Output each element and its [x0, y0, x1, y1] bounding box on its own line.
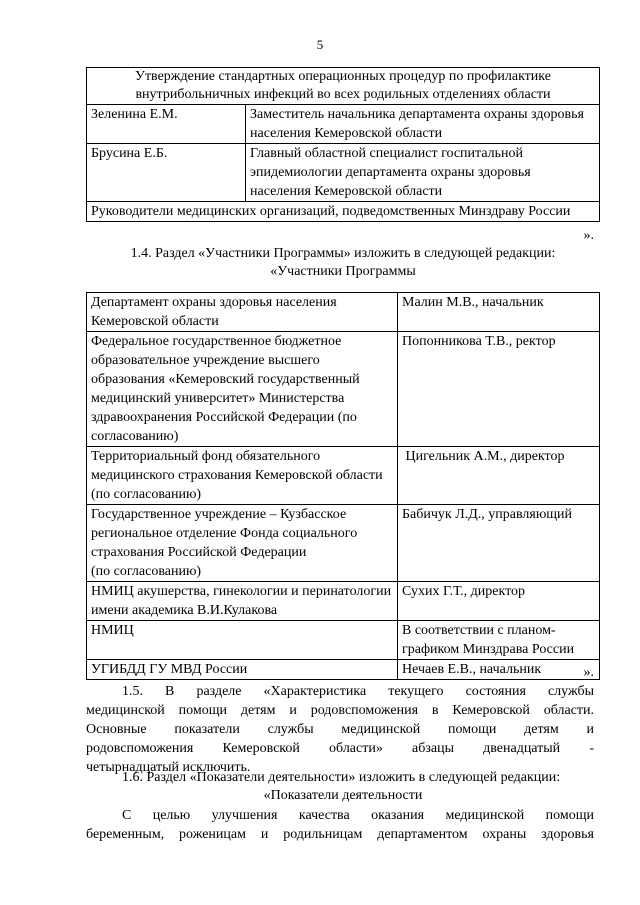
person-name: Зеленина Е.М. [87, 105, 246, 144]
responsible-persons-table [86, 67, 600, 222]
person-cell: Попонникова Т.В., ректор [398, 332, 600, 447]
person-role: Заместитель начальника департамента охраны здоровья населения Кемеровской области [246, 105, 600, 144]
person-cell: Малин М.В., начальник [398, 293, 600, 332]
table1-footer: Руководители медицинских организаций, подведомственных Минздраву России [87, 202, 600, 222]
person-cell: Бабичук Л.Д., управляющий [398, 505, 600, 582]
table-row [87, 447, 600, 505]
section-1-5-line: четырнадцатый исключить. [86, 760, 251, 775]
person-cell: Нечаев Е.В., начальник [398, 660, 600, 680]
table-row [87, 621, 600, 660]
org-cell: НМИЦ акушерства, гинекологии и перинатологии имени академика В.И.Кулакова [87, 582, 398, 621]
org-cell: Федеральное государственное бюджетное образовательное учреждение высшего образования «Кемеровский государственный медицинский университет» Министерства здравоохранения Российской Федерации (по согласованию) [87, 332, 398, 447]
closing-line: С целью улучшения качества оказания медицинской помощи [122, 808, 594, 823]
section-1-6-text: 1.6. Раздел «Показатели деятельности» изложить в следующей редакции: [122, 770, 561, 785]
section-1-4-text: 1.4. Раздел «Участники Программы» изложить в следующей редакции: [130, 246, 556, 261]
section-1-5-line: родовспоможения Кемеровской области» абзацы двенадцатый - [86, 741, 594, 756]
section-1-5-line: 1.5. В разделе «Характеристика текущего состояния службы [122, 684, 594, 699]
org-cell: НМИЦ [87, 621, 398, 660]
table-row [87, 660, 600, 680]
person-cell: Сухих Г.Т., директор [398, 582, 600, 621]
section-1-5-line: Основные показатели службы медицинской помощи детям и [86, 722, 594, 737]
table-row [87, 105, 600, 144]
person-cell: Цигельник А.М., директор [398, 447, 600, 505]
section-1-5-line: медицинской помощи детям и родовспоможения в Кемеровской области. [86, 703, 594, 718]
quote-close: ». [583, 665, 594, 680]
quote-close: ». [583, 228, 594, 243]
table-row [87, 582, 600, 621]
table-row [87, 144, 600, 202]
org-cell: Государственное учреждение – Кузбасское региональное отделение Фонда социального страхования Российской Федерации (по согласованию) [87, 505, 398, 582]
table1-header: Утверждение стандартных операционных процедур по профилактике внутрибольничных инфекций во всех родильных отделениях области [87, 68, 600, 105]
closing-line: беременным, роженицам и родильницам департаментом охраны здоровья [86, 827, 594, 842]
table-row [87, 332, 600, 447]
person-name: Брусина Е.Б. [87, 144, 246, 202]
org-cell: УГИБДД ГУ МВД России [87, 660, 398, 680]
table-row [87, 505, 600, 582]
org-cell: Департамент охраны здоровья населения Кемеровской области [87, 293, 398, 332]
participants-table [86, 292, 600, 680]
page-number: 5 [316, 37, 324, 52]
person-cell: В соответствии с планом-графиком Минздрава России [398, 621, 600, 660]
section-1-4-title: «Участники Программы [270, 264, 416, 279]
person-role: Главный областной специалист госпитальной эпидемиологии департамента охраны здоровья населения Кемеровской области [246, 144, 600, 202]
table-row [87, 293, 600, 332]
org-cell: Территориальный фонд обязательного медицинского страхования Кемеровской области (по согласованию) [87, 447, 398, 505]
section-1-6-title: «Показатели деятельности [263, 788, 423, 803]
